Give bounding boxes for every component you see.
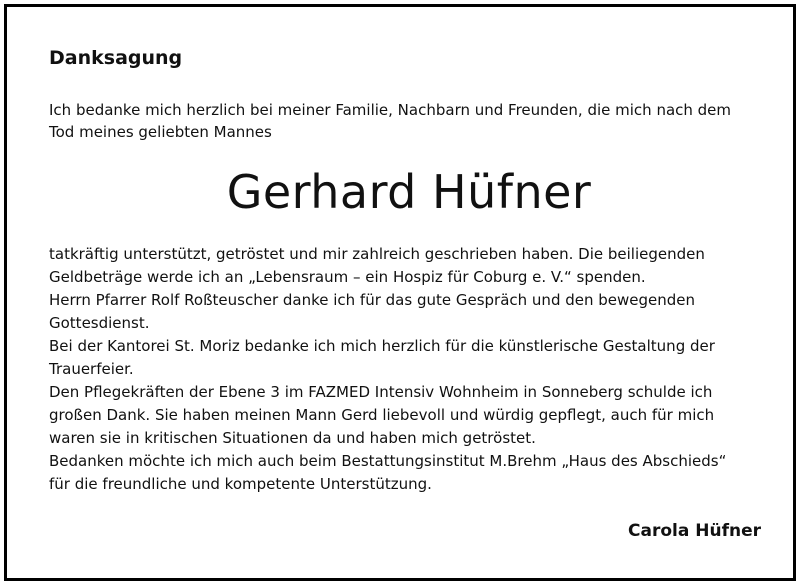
intro-line: Tod meines geliebten Mannes [49,123,272,141]
notice-heading: Danksagung [49,47,183,69]
body-paragraph [49,243,769,496]
intro-line: Ich bedanke mich herzlich bei meiner Familie, Nachbarn und Freunden, die mich nach dem [49,101,732,119]
body-line: Den Pflegekräften der Ebene 3 im FAZMED Intensiv Wohnheim in Sonneberg schulde ich [49,383,713,401]
body-line: Gottesdienst. [49,314,150,332]
deceased-name: Gerhard Hüfner [226,165,592,219]
notice-frame [4,4,796,581]
body-line: Herrn Pfarrer Rolf Roßteuscher danke ich für das gute Gespräch und den bewegenden [49,291,696,309]
body-line: waren sie in kritischen Situationen da und haben mich getröstet. [49,429,536,447]
body-line: Bei der Kantorei St. Moriz bedanke ich mich herzlich für die künstlerische Gestaltung der [49,337,715,355]
body-line: Bedanken möchte ich mich auch beim Bestattungsinstitut M.Brehm „Haus des Abschieds“ [49,452,727,470]
intro-paragraph [49,99,769,143]
body-line: Geldbeträge werde ich an „Lebensraum – ein Hospiz für Coburg e. V.“ spenden. [49,268,646,286]
body-line: tatkräftig unterstützt, getröstet und mir zahlreich geschrieben haben. Die beiliegenden [49,245,705,263]
body-line: großen Dank. Sie haben meinen Mann Gerd liebevoll und würdig gepflegt, auch für mich [49,406,715,424]
signature: Carola Hüfner [628,521,761,541]
body-line: für die freundliche und kompetente Unterstützung. [49,475,432,493]
body-line: Trauerfeier. [49,360,134,378]
